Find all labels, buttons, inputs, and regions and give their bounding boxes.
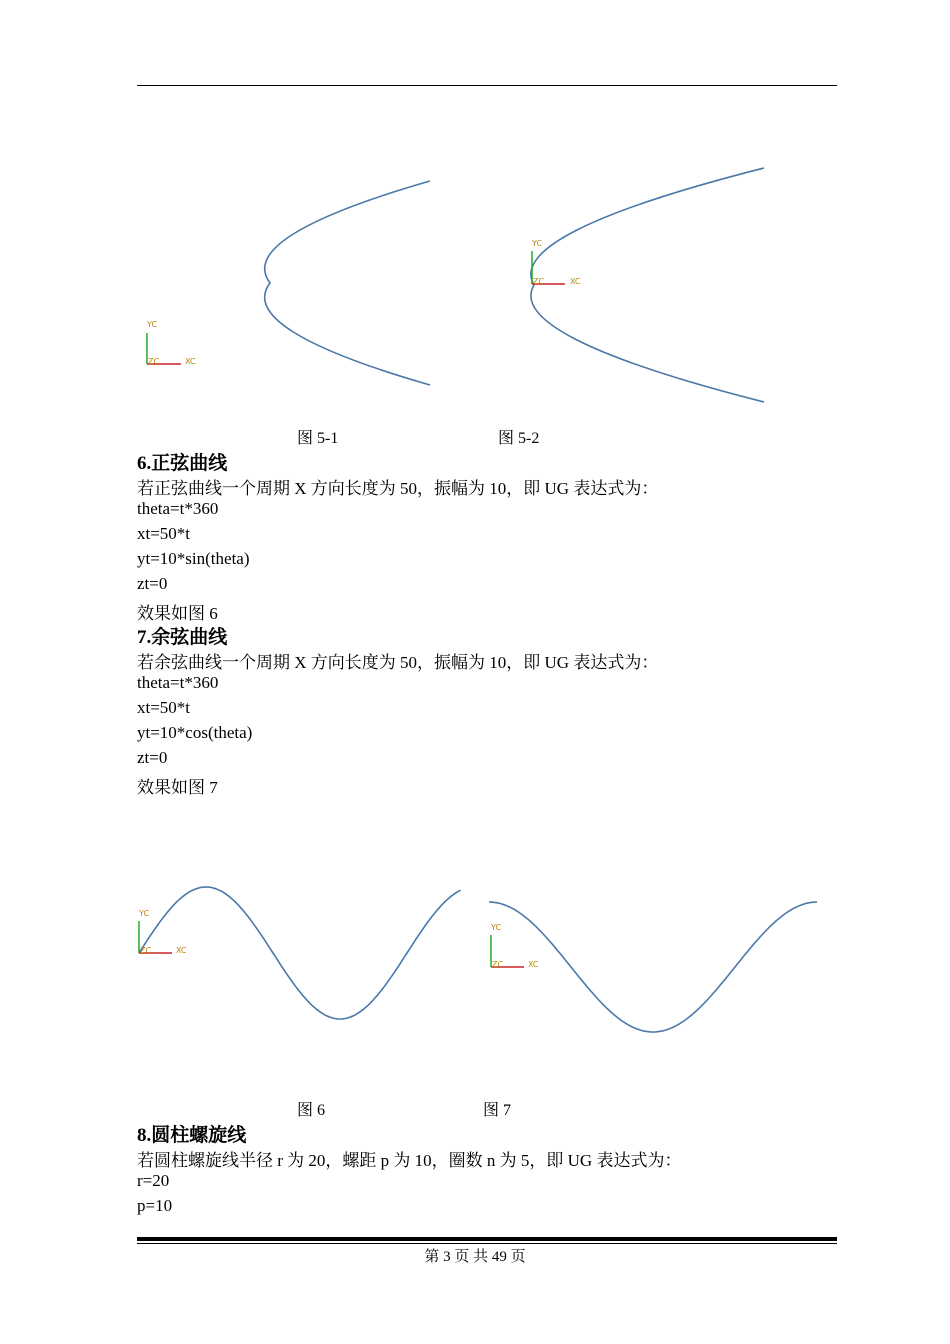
section-7-intro: 若余弦曲线一个周期 X 方向长度为 50，振幅为 10，即 UG 表达式为： xyxy=(137,653,659,672)
section-6-line: 效果如图 6 xyxy=(137,604,218,623)
section-8-intro: 若圆柱螺旋线半径 r 为 20，螺距 p 为 10，圈数 n 为 5，即 UG 表达式为： xyxy=(137,1151,682,1170)
y-axis-label: YC xyxy=(532,239,543,248)
page-number: 第 3 页 共 49 页 xyxy=(424,1249,526,1265)
y-axis-label: YC xyxy=(147,320,158,329)
figure-5-1 xyxy=(137,170,447,395)
section-8-heading: 8.圆柱螺旋线 xyxy=(137,1125,247,1146)
section-8-line: p=10 xyxy=(137,1196,173,1215)
figure-6 xyxy=(134,880,474,1030)
parabola-curve xyxy=(531,168,764,402)
section-7-line: yt=10*cos(theta) xyxy=(137,723,253,742)
figure-7-caption: 图 7 xyxy=(483,1102,512,1119)
footer-rule xyxy=(137,1237,837,1241)
section-8-line: r=20 xyxy=(137,1171,170,1190)
section-6-line: zt=0 xyxy=(137,574,168,593)
footer-rule-thin xyxy=(137,1243,837,1244)
section-6-line: theta=t*360 xyxy=(137,499,219,518)
z-axis-label: ZC xyxy=(148,357,160,366)
page-footer xyxy=(0,1245,950,1266)
section-6-line: xt=50*t xyxy=(137,524,191,543)
figure-5-1-caption: 图 5-1 xyxy=(297,430,339,447)
section-6-line: yt=10*sin(theta) xyxy=(137,549,250,568)
x-axis-label: XC xyxy=(176,946,187,955)
y-axis-label: YC xyxy=(139,909,150,918)
section-7-line: xt=50*t xyxy=(137,698,191,717)
section-7-line: zt=0 xyxy=(137,748,168,767)
section-6-heading: 6.正弦曲线 xyxy=(137,453,228,474)
z-axis-label: ZC xyxy=(492,960,504,969)
sine-curve xyxy=(139,887,461,1019)
z-axis-label: ZC xyxy=(140,946,152,955)
header-rule xyxy=(137,85,837,86)
section-7-line: 效果如图 7 xyxy=(137,778,218,797)
section-6-intro: 若正弦曲线一个周期 X 方向长度为 50，振幅为 10，即 UG 表达式为： xyxy=(137,479,659,498)
parabola-curve xyxy=(265,181,430,385)
figure-5-2-caption: 图 5-2 xyxy=(498,430,540,447)
x-axis-label: XC xyxy=(570,277,581,286)
x-axis-label: XC xyxy=(185,357,196,366)
z-axis-label: ZC xyxy=(533,277,545,286)
figure-6-caption: 图 6 xyxy=(297,1102,326,1119)
figure-7 xyxy=(486,895,821,1040)
section-7-line: theta=t*360 xyxy=(137,673,219,692)
x-axis-label: XC xyxy=(528,960,539,969)
y-axis-label: YC xyxy=(491,923,502,932)
section-7-heading: 7.余弦曲线 xyxy=(137,627,228,648)
figure-5-2 xyxy=(524,160,774,405)
